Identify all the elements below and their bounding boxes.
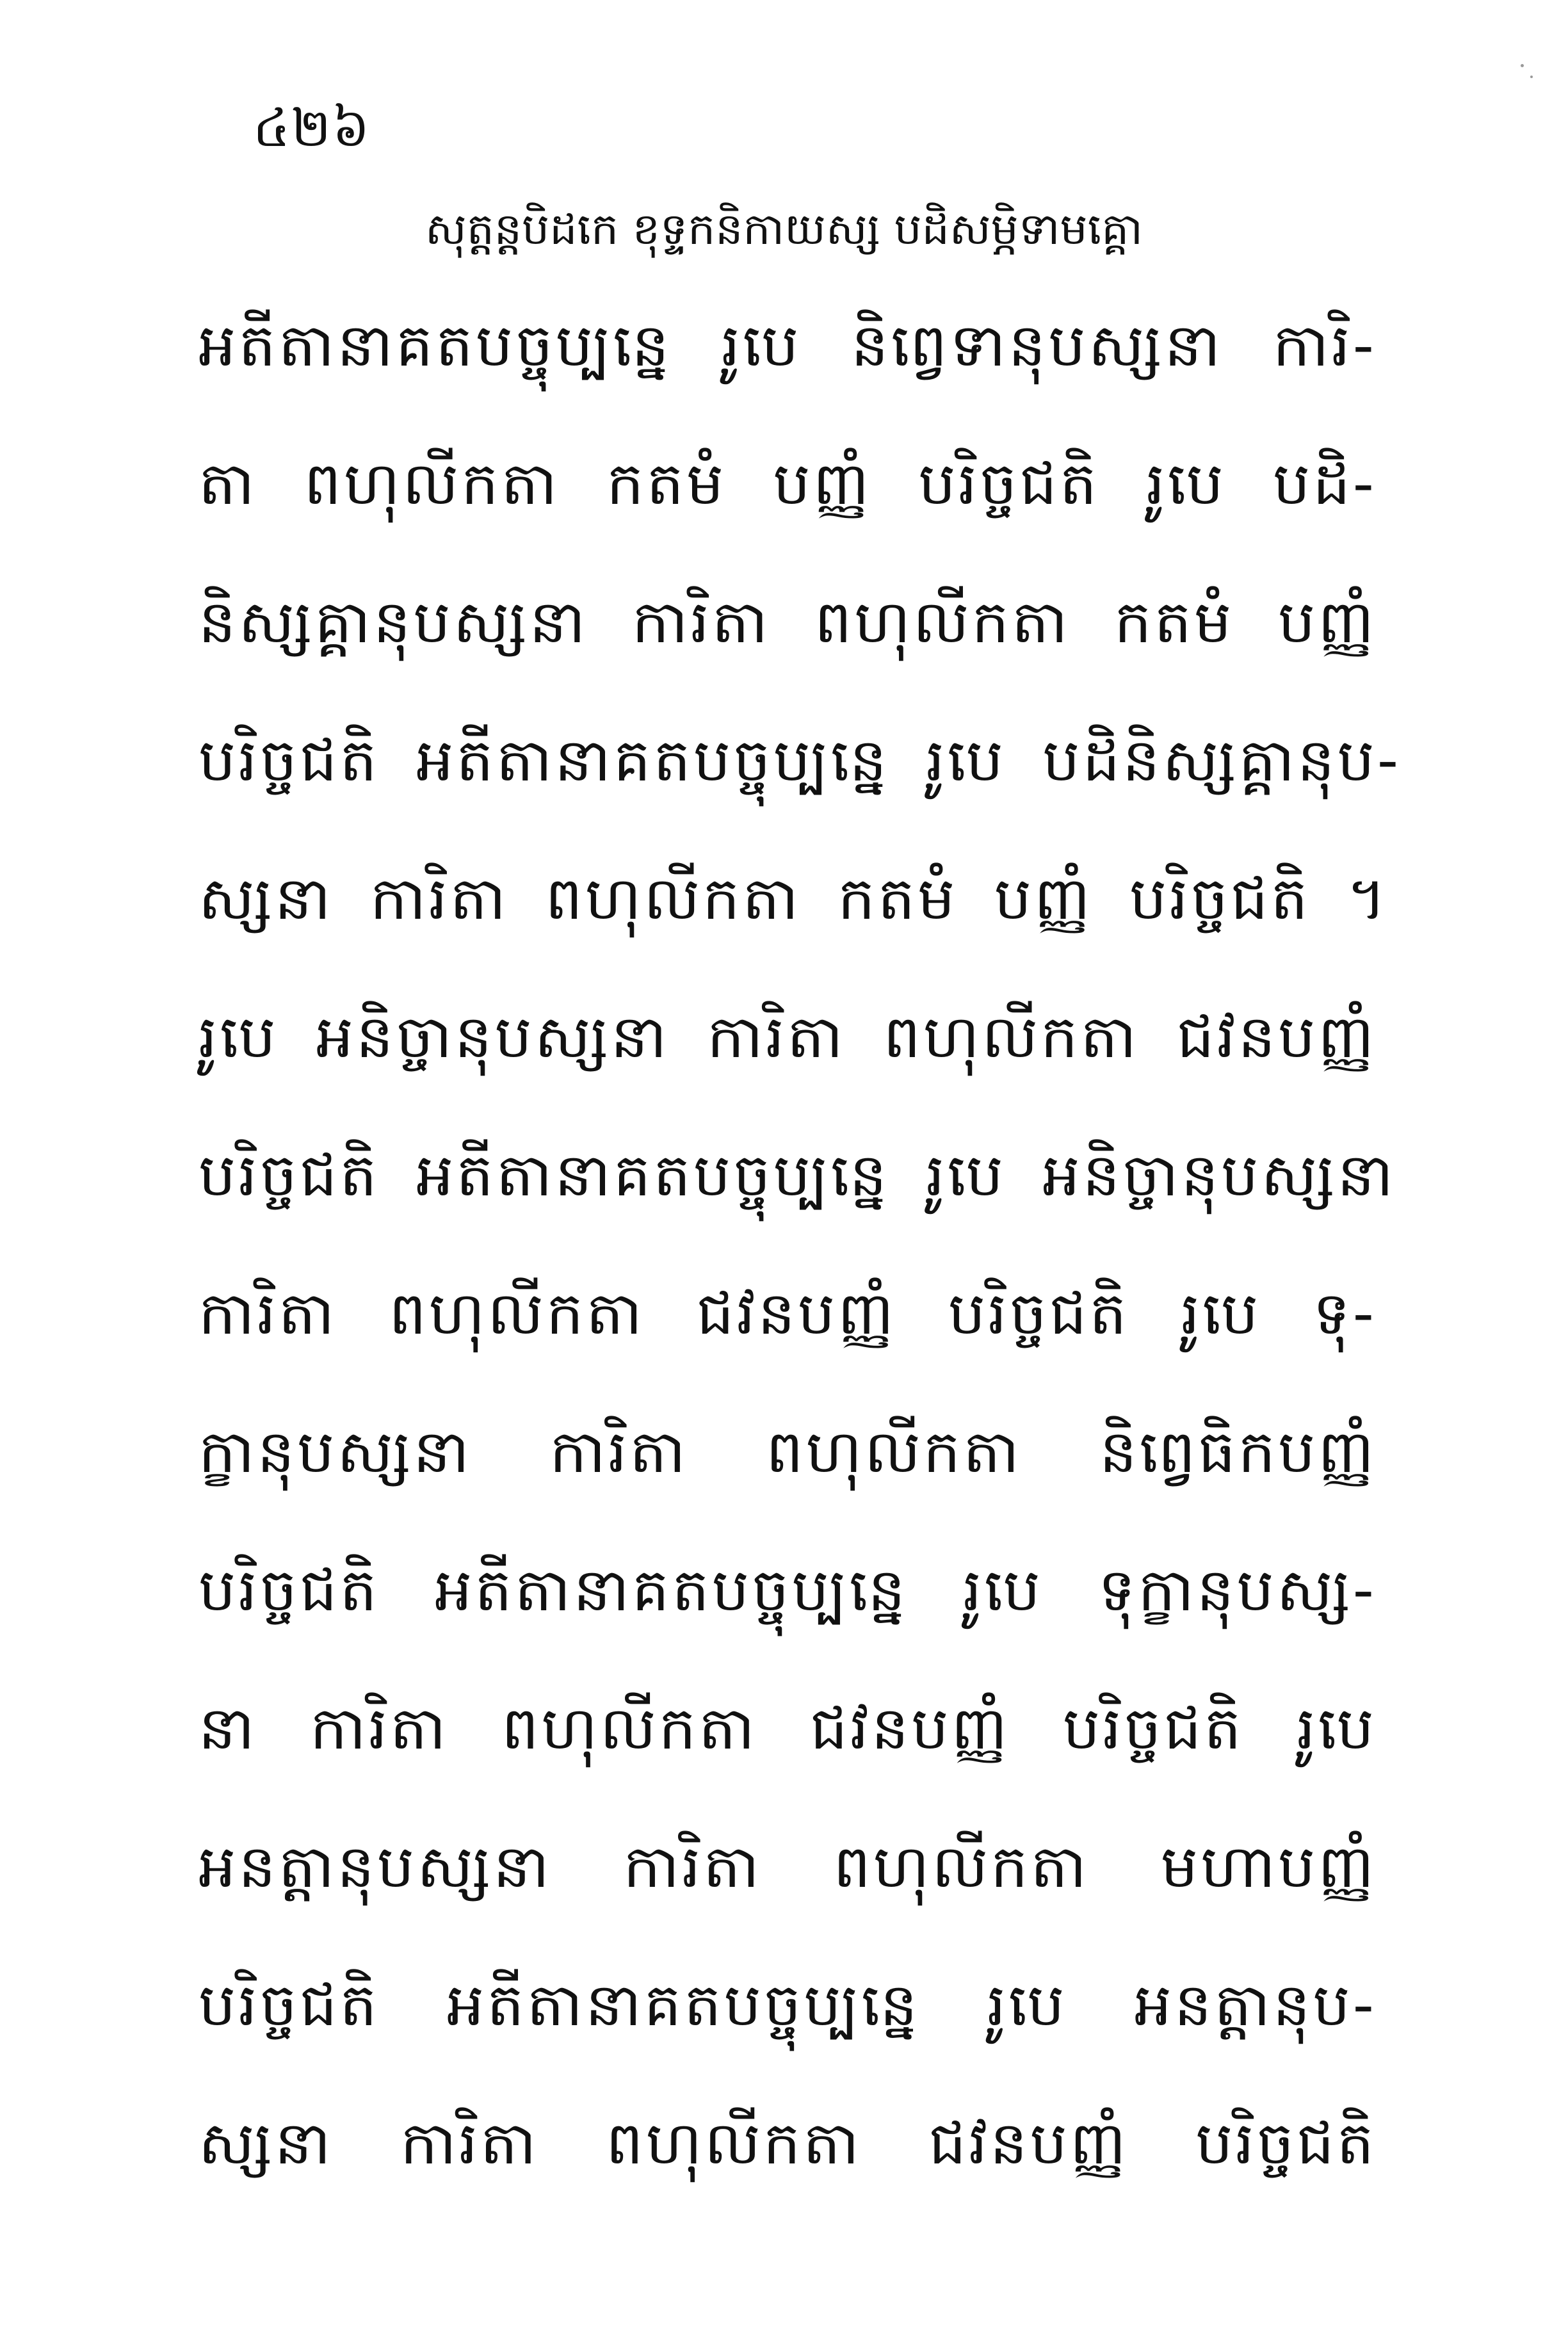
text-line: បរិច្ចជតិ អតីតានាគតបច្ចុប្បន្នេ រូបេ អនិច្ចានុបស្សនា	[198, 1141, 1396, 1209]
text-line: និស្សគ្គានុបស្សនា ការិតា ពហុលីកតា កតមំ បញ្ញំ	[198, 588, 1377, 656]
scan-speck	[1530, 76, 1533, 78]
running-header: សុត្តន្តបិដកេ ខុទ្ទកនិកាយស្ស បដិសម្ភិទាមគ្គោ	[424, 204, 1143, 255]
text-line: បរិច្ចជតិ អតីតានាគតបច្ចុប្បន្នេ រូបេ បដិនិស្សគ្គានុប-	[198, 726, 1402, 795]
text-line: ស្សនា ការិតា ពហុលីកតា កតមំ បញ្ញំ បរិច្ចជតិ ។	[198, 864, 1389, 933]
text-line: អនត្តានុបស្សនា ការិតា ពហុលីកតា មហាបញ្ញំ	[198, 1832, 1377, 1901]
text-line: តា ពហុលីកតា កតមំ បញ្ញំ បរិច្ចជតិ រូបេ បដិ-	[198, 449, 1377, 518]
text-line: ការិតា ពហុលីកតា ជវនបញ្ញំ បរិច្ចជតិ រូបេ ទុ-	[198, 1279, 1377, 1348]
text-line: នា ការិតា ពហុលីកតា ជវនបញ្ញំ បរិច្ចជតិ រូបេ	[198, 1694, 1377, 1763]
page-number: ៤២៦	[253, 98, 371, 159]
text-line: បរិច្ចជតិ អតីតានាគតបច្ចុប្បន្នេ រូបេ ទុក្ខានុបស្ស-	[198, 1556, 1377, 1624]
text-line: រូបេ អនិច្ចានុបស្សនា ការិតា ពហុលីកតា ជវនបញ្ញំ	[198, 1003, 1377, 1071]
scan-speck	[1521, 64, 1524, 67]
body-text	[198, 301, 1402, 2237]
text-line: បរិច្ចជតិ អតីតានាគតបច្ចុប្បន្នេ រូបេ អនត្តានុប-	[198, 1971, 1377, 2039]
text-line: ក្ខានុបស្សនា ការិតា ពហុលីកតា និព្វេធិកបញ្ញំ	[198, 1418, 1377, 1486]
text-line: អតីតានាគតបច្ចុប្បន្នេ រូបេ និព្វេទានុបស្សនា ការិ-	[198, 311, 1377, 380]
text-line: ស្សនា ការិតា ពហុលីកតា ជវនបញ្ញំ បរិច្ចជតិ	[198, 2109, 1377, 2178]
